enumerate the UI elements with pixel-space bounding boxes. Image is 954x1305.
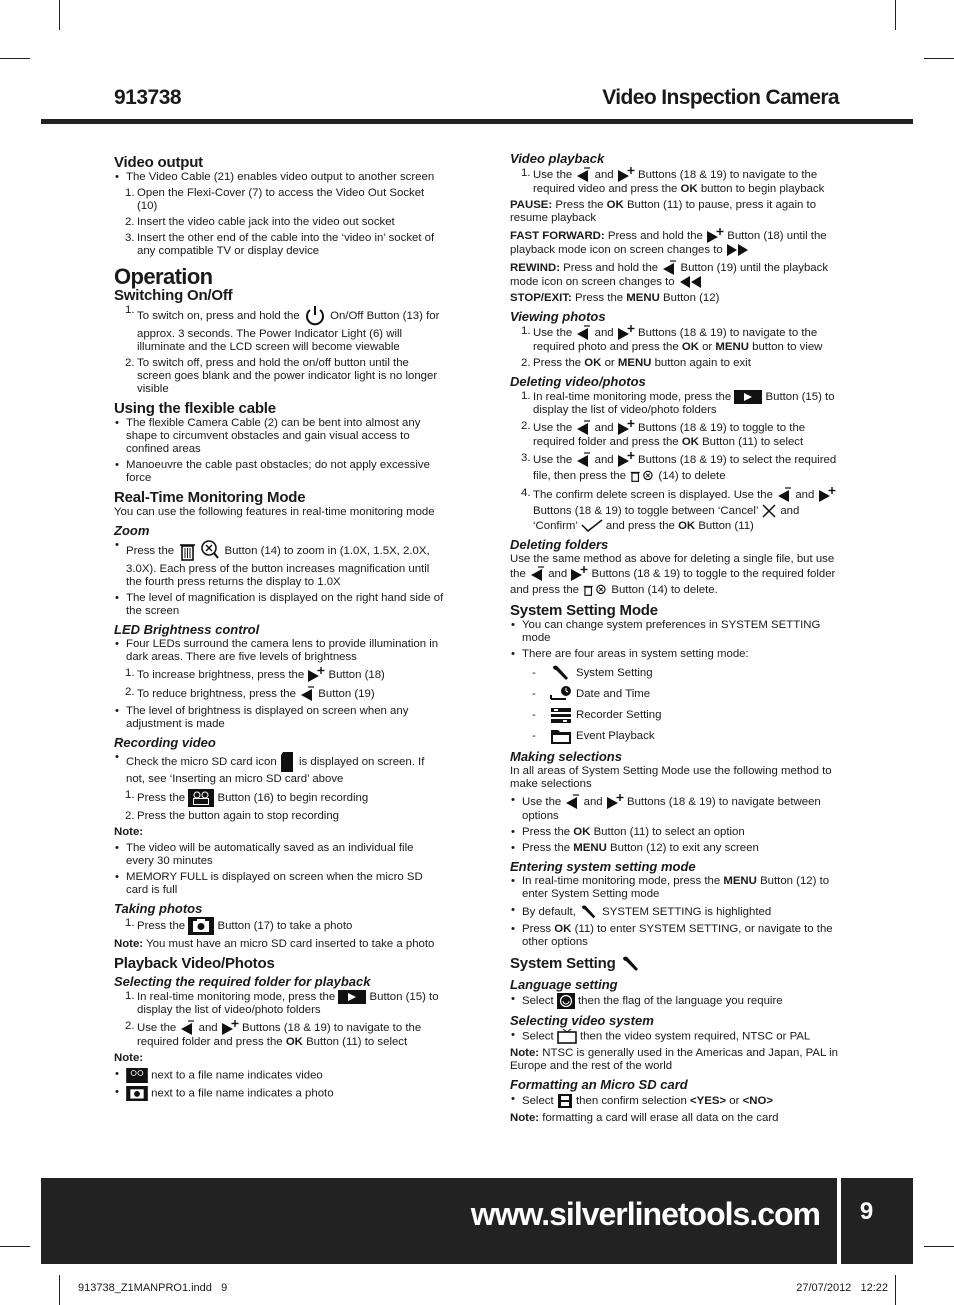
bullet-list (510, 794, 838, 855)
list-item: 1. Open the Flexi-Cover (7) to access the Video Out Socket (10) (125, 187, 425, 212)
list-item: • Four LEDs surround the camera lens to provide illumination in dark areas. There are five levels of brightness (126, 638, 444, 664)
paragraph: FAST FORWARD: Press and hold the Button (18) until the playback mode icon on screen changes to (510, 228, 838, 257)
left-minus-icon (299, 686, 315, 702)
list-item: • Check the micro SD card icon is displayed on screen. If not, see ‘Inserting an micro SD card’ above (126, 751, 444, 786)
left-minus-icon (776, 487, 792, 503)
note: Note: You must have an micro SD card inserted to take a photo (114, 938, 435, 950)
subsection-title: Zoom (114, 523, 150, 538)
page-title: Video Inspection Camera (602, 86, 839, 109)
list-item: • The level of brightness is displayed on screen when any adjustment is made (126, 705, 444, 731)
left-minus-icon (575, 420, 591, 436)
subsection-title: Deleting video/photos (510, 374, 646, 390)
crop-mark (59, 1275, 60, 1305)
step-list (114, 667, 444, 702)
bullet-list (114, 842, 444, 897)
list-item: - System Setting (532, 664, 838, 682)
list-item: - Event Playback (532, 727, 838, 745)
language-icon (557, 993, 575, 1009)
note-label: Note: (114, 1052, 144, 1065)
wrench-icon (551, 664, 571, 682)
left-minus-icon (575, 325, 591, 341)
format-card-icon (557, 1093, 573, 1109)
paragraph: You can use the following features in real-time monitoring mode (114, 506, 435, 518)
play-button-icon (734, 390, 762, 404)
list-item: • In real-time monitoring mode, press the MENU Button (12) to enter System Setting mode (522, 875, 838, 901)
list-item: • You can change system preferences in SYSTEM SETTING mode (522, 619, 838, 645)
list-item: • MEMORY FULL is displayed on screen when the micro SD card is full (126, 871, 444, 897)
step-list (114, 304, 444, 396)
list-item: • next to a file name indicates a photo (126, 1086, 444, 1101)
rewind-icon (678, 276, 702, 288)
print-slug-file: 913738_Z1MANPRO1.indd 9 (78, 1282, 228, 1294)
right-plus-icon (617, 167, 635, 183)
paragraph: In all areas of System Setting Mode use the following method to make selections (510, 765, 832, 791)
left-column (114, 150, 444, 1104)
website-link[interactable]: www.silverlinetools.com (470, 1196, 820, 1232)
photo-camera-icon (126, 1086, 148, 1101)
crop-mark (59, 0, 60, 30)
section-title: System Setting Mode (510, 602, 658, 620)
bullet-list (114, 1068, 444, 1101)
list-item: • Select then the flag of the language you require (522, 993, 838, 1009)
list-item: • The flexible Camera Cable (2) can be bent into almost any shape to circumvent obstacles and gain visual access to confined areas (126, 417, 444, 456)
subsection-title: LED Brightness control (114, 622, 260, 637)
video-camera-icon (126, 1068, 148, 1083)
header-rule (41, 119, 913, 124)
crop-mark (895, 1275, 896, 1305)
bin-zoom-icon (582, 582, 608, 598)
list-item: • The video will be automatically saved as an individual file every 30 minutes (126, 842, 444, 868)
left-minus-icon (529, 566, 545, 582)
crop-mark (924, 1246, 954, 1247)
section-title: Video output (114, 154, 203, 171)
list-item: 1. In real-time monitoring mode, press the Button (15) to display the list of video/photo folders (125, 990, 439, 1017)
video-camera-icon (188, 789, 214, 807)
right-plus-icon (221, 1020, 239, 1036)
list-item: 1. To increase brightness, press the Button (18) (125, 667, 385, 682)
subsection-title: Viewing photos (510, 309, 606, 325)
list-item: 2. To switch off, press and hold the on/off button until the screen goes blank and the power indicator light is no longer visible (125, 357, 438, 395)
paragraph: PAUSE: Press the OK Button (11) to pause, press it again to resume playback (510, 199, 817, 224)
chapter-title: Operation (114, 264, 213, 289)
crop-mark (924, 58, 954, 59)
power-icon (303, 304, 327, 328)
list-item: - Recorder Setting (532, 706, 838, 724)
section-title: System Setting (510, 955, 838, 973)
list-item: • next to a file name indicates video (126, 1068, 444, 1083)
photo-camera-icon (188, 917, 214, 935)
bin-zoom-icon (629, 468, 655, 484)
list-item: 3. Use the and Buttons (18 & 19) to select the required file, then press the (14) to delete (521, 452, 837, 483)
paragraph: REWIND: Press and hold the Button (19) until the playback mode icon on screen changes to (510, 260, 838, 289)
tv-icon (557, 1029, 577, 1044)
list-item: 1. Press the Button (17) to take a photo (137, 917, 444, 935)
section-title: Real-Time Monitoring Mode (114, 489, 306, 506)
bullet-list (114, 417, 444, 485)
subsection-title: Video playback (510, 151, 605, 166)
step-list (114, 990, 444, 1049)
list-item: 2. Insert the video cable jack into the video out socket (125, 216, 395, 228)
clock-calendar-icon (550, 685, 572, 703)
step-list (510, 390, 838, 533)
step-list (510, 325, 838, 370)
note-label: Note: (114, 826, 144, 838)
list-item: 3. Insert the other end of the cable into the ‘video in’ socket of any compatible TV or display device (125, 232, 435, 257)
list-item: • Press the Button (14) to zoom in (1.0X, 1.5X, 2.0X, 3.0X). Each press of the button increases magnification until the fourth press returns the display to 1.0X (126, 539, 444, 589)
step-list (114, 917, 444, 935)
bullet-list (510, 619, 838, 661)
list-item: • Press the MENU Button (12) to exit any screen (522, 842, 838, 855)
list-item: • Manoeuvre the cable past obstacles; do not apply excessive force (126, 459, 444, 485)
list-item: • Select then the video system required, NTSC or PAL (522, 1029, 838, 1044)
subsection-title: Taking photos (114, 901, 203, 916)
bullet-list (510, 1029, 838, 1044)
list-item: 4. The confirm delete screen is displayed. Use the and Buttons (18 & 19) to toggle between ‘Cancel’ and ‘Confirm’ and press the OK Button (11) (533, 487, 838, 533)
left-minus-icon (564, 794, 580, 810)
check-icon (581, 519, 603, 533)
bullet-list (510, 1093, 838, 1109)
step-list (114, 789, 444, 823)
note: Note: formatting a card will erase all data on the card (510, 1112, 779, 1125)
step-list (510, 167, 838, 196)
list-item: 1. In real-time monitoring mode, press the Button (15) to display the list of video/photo folders (521, 390, 835, 417)
left-minus-icon (179, 1020, 195, 1036)
crop-mark (0, 58, 30, 59)
print-slug-date: 27/07/2012 12:22 (796, 1282, 888, 1294)
list-item: • There are four areas in system setting mode: (522, 648, 838, 661)
list-item: - Date and Time (532, 685, 838, 703)
section-title: Playback Video/Photos (114, 955, 275, 972)
wrench-icon (620, 955, 642, 973)
bullet-list (114, 638, 444, 664)
bullet-list (114, 539, 444, 618)
section-title: Using the flexible cable (114, 400, 276, 417)
right-plus-icon (606, 794, 624, 810)
subsection-title: Entering system setting mode (510, 859, 696, 875)
list-item: 1. Use the and Buttons (18 & 19) to navigate to the required video and press the OK button to begin playback (521, 167, 825, 195)
subsection-title: Selecting video system (510, 1013, 654, 1029)
product-code: 913738 (114, 86, 182, 109)
left-minus-icon (575, 452, 591, 468)
right-plus-icon (706, 228, 724, 244)
list-item: • Select then confirm selection <YES> or <NO> (522, 1093, 838, 1109)
subsection-title: Formatting an Micro SD card (510, 1077, 688, 1093)
subsection-title: Making selections (510, 749, 622, 765)
subsection-title: Deleting folders (510, 537, 609, 553)
right-plus-icon (617, 325, 635, 341)
subsection-title: Selecting the required folder for playback (114, 974, 371, 989)
section-title: Switching On/Off (114, 287, 233, 304)
list-item: • The level of magnification is displayed on the right hand side of the screen (126, 592, 444, 618)
subsection-title: Recording video (114, 735, 216, 750)
subsection-title: Language setting (510, 977, 618, 993)
step-list (114, 187, 444, 258)
right-plus-icon (617, 452, 635, 468)
list-item: 2. Press the OK or MENU button again to exit (521, 357, 751, 370)
right-plus-icon (570, 566, 588, 582)
right-column (510, 150, 838, 1128)
note: Note: NTSC is generally used in the Americas and Japan, PAL in Europe and the rest of the world (510, 1047, 838, 1073)
list-item: 2. Use the and Buttons (18 & 19) to navigate to the required folder and press the OK Button (11) to select (125, 1020, 422, 1049)
bullet-list (510, 875, 838, 949)
right-plus-icon (818, 487, 836, 503)
list-item: • By default, SYSTEM SETTING is highlighted (522, 904, 838, 920)
fast-forward-icon (726, 244, 750, 256)
bullet-list (114, 171, 444, 184)
list-item: 2. To reduce brightness, press the Button (19) (125, 686, 375, 701)
list-item: 1. Use the and Buttons (18 & 19) to navigate to the required photo and press the OK or MENU button to view (521, 325, 823, 354)
bullet-list (510, 993, 838, 1009)
bin-zoom-icon (177, 539, 221, 563)
list-item: 2. Press the button again to stop recording (125, 810, 339, 822)
recorder-settings-icon (550, 706, 572, 724)
crop-mark (895, 0, 896, 30)
cross-icon (761, 503, 777, 519)
page-number: 9 (859, 1198, 874, 1225)
right-plus-icon (307, 667, 325, 683)
paragraph: Use the same method as above for deleting a single file, but use the and Buttons (18 & 19) to toggle to the required folder and press the Button (14) to delete. (510, 553, 836, 597)
list-item: • Press the OK Button (11) to select an option (522, 826, 838, 839)
left-minus-icon (575, 167, 591, 183)
wrench-icon (579, 904, 599, 920)
left-minus-icon (661, 260, 677, 276)
list-item: • Press OK (11) to enter SYSTEM SETTING, or navigate to the other options (522, 923, 838, 949)
sd-card-icon (280, 751, 296, 773)
play-button-icon (338, 990, 366, 1004)
list-item: 1. To switch on, press and hold the On/Off Button (13) for approx. 3 seconds. The Power Indicator Light (6) will illuminate and the LCD screen will become viewable (125, 304, 440, 353)
list-item: 2. Use the and Buttons (18 & 19) to toggle to the required folder and press the OK Button (11) to select (521, 420, 806, 449)
right-plus-icon (617, 420, 635, 436)
folder-icon (550, 727, 572, 745)
list-item: • The Video Cable (21) enables video output to another screen (126, 171, 444, 184)
bullet-list (114, 705, 444, 731)
bullet-list (114, 751, 444, 786)
crop-mark (0, 1246, 30, 1247)
list-item: 1. Press the Button (16) to begin recording (137, 789, 444, 807)
paragraph: STOP/EXIT: Press the MENU Button (12) (510, 292, 720, 305)
list-item: • Use the and Buttons (18 & 19) to navigate between options (522, 794, 838, 823)
